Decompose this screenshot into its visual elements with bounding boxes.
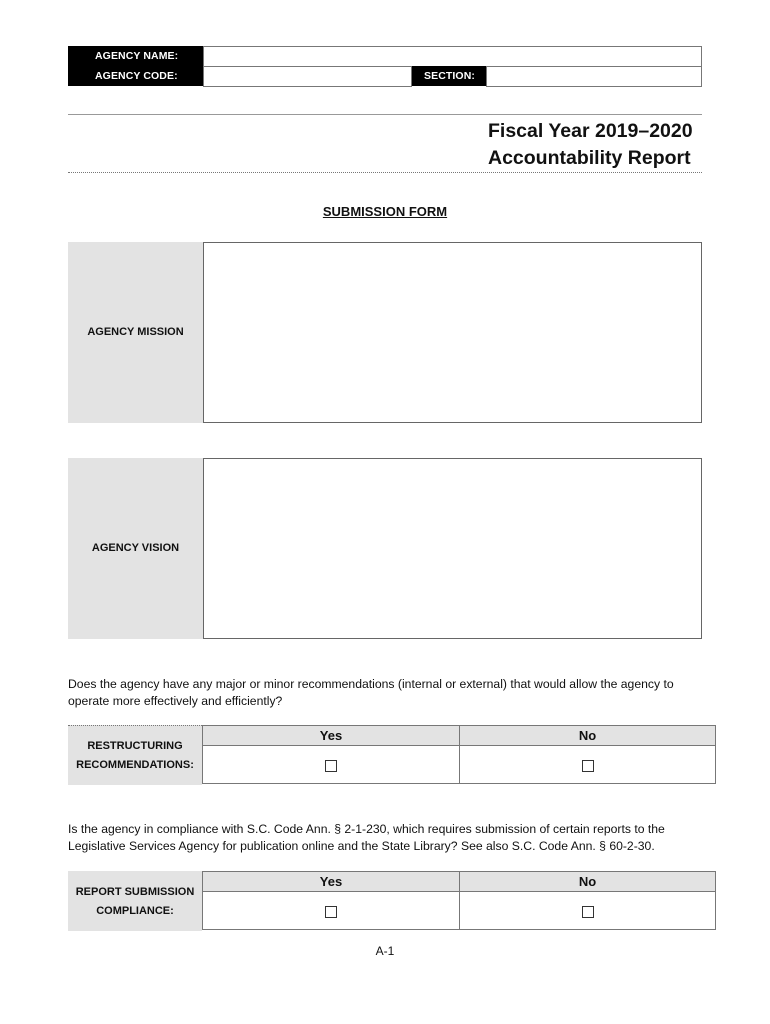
agency-mission-field[interactable] (203, 242, 702, 423)
restructuring-question: Does the agency have any major or minor recommendations (internal or external) that would allow the agency to operate more effectively and efficiently? (68, 677, 674, 708)
agency-vision-label: AGENCY VISION (68, 458, 203, 639)
title-bottom-rule (68, 172, 702, 173)
restructuring-no-checkbox[interactable] (582, 760, 594, 772)
restructuring-no-cell (460, 746, 716, 784)
agency-vision-field[interactable] (203, 458, 702, 639)
compliance-yes-header: Yes (203, 872, 460, 892)
compliance-no-cell (460, 892, 716, 930)
compliance-yes-cell (203, 892, 460, 930)
report-title-line2: Accountability Report (488, 147, 691, 169)
compliance-label: REPORT SUBMISSION COMPLIANCE: (68, 871, 202, 931)
submission-form-heading: SUBMISSION FORM (322, 204, 448, 219)
section-label: SECTION: (412, 66, 486, 86)
restructuring-no-header: No (460, 726, 716, 746)
title-top-rule (68, 114, 702, 115)
agency-code-field[interactable] (203, 66, 412, 87)
restructuring-top-dotted (68, 725, 202, 726)
restructuring-label: RESTRUCTURING RECOMMENDATIONS: (68, 725, 202, 785)
compliance-table (202, 871, 716, 930)
agency-mission-label: AGENCY MISSION (68, 242, 203, 423)
section-field[interactable] (486, 66, 702, 87)
page-number: A-1 (375, 944, 395, 958)
agency-name-label: AGENCY NAME: (68, 46, 203, 66)
agency-code-label: AGENCY CODE: (68, 66, 203, 86)
restructuring-yes-cell (203, 746, 460, 784)
report-title (488, 118, 693, 172)
agency-name-field[interactable] (203, 46, 702, 67)
compliance-question: Is the agency in compliance with S.C. Code Ann. § 2-1-230, which requires submission of certain reports to the Legislative Services Agency for publication online and the State Library? See also S.C. Code Ann. § 60-2-30. (68, 822, 665, 853)
restructuring-yes-checkbox[interactable] (325, 760, 337, 772)
report-title-line1: Fiscal Year 2019–2020 (488, 120, 693, 142)
compliance-no-header: No (460, 872, 716, 892)
compliance-no-checkbox[interactable] (582, 906, 594, 918)
restructuring-yes-header: Yes (203, 726, 460, 746)
restructuring-table (202, 725, 716, 784)
compliance-yes-checkbox[interactable] (325, 906, 337, 918)
